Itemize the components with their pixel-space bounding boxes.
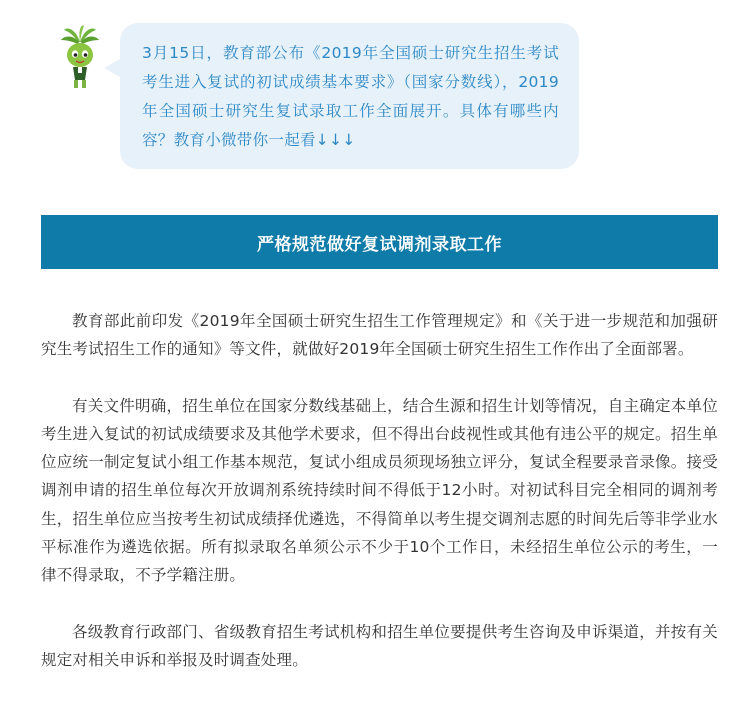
section-banner: [41, 215, 718, 269]
paragraph-1: 教育部此前印发《2019年全国硕士研究生招生工作管理规定》和《关于进一步规范和加强研究生考试招生工作的通知》等文件，就做好2019年全国硕士研究生招生工作作出了全面部署。: [41, 312, 718, 359]
article-body: [41, 307, 718, 702]
paragraph-3: 各级教育行政部门、省级教育招生考试机构和招生单位要提供考生咨询及申诉渠道，并按有关规定对相关申诉和举报及时调查处理。: [41, 622, 718, 669]
mascot-icon: [58, 24, 102, 90]
intro-text: 3月15日，教育部公布《2019年全国硕士研究生招生考试考生进入复试的初试成绩基本要求》（国家分数线），2019年全国硕士研究生复试录取工作全面展开。具体有哪些内容？教育小微带你一起看↓↓↓: [142, 44, 559, 149]
intro-bubble: [120, 23, 579, 169]
paragraph-2: 有关文件明确，招生单位在国家分数线基础上，结合生源和招生计划等情况，自主确定本单位考生进入复试的初试成绩要求及其他学术要求，但不得出台歧视性或其他有违公平的规定。招生单位应统一制定复试小组工作基本规范，复试小组成员须现场独立评分，复试全程要录音录像。接受调剂申请的招生单位每次开放调剂系统持续时间不得低于12小时。对初试科目完全相同的调剂考生，招生单位应当按考生初试成绩择优遴选，不得简单以考生提交调剂志愿的时间先后等非学业水平标准作为遴选依据。所有拟录取名单须公示不少于10个工作日，未经招生单位公示的考生，一律不得录取，不予学籍注册。: [41, 396, 718, 585]
section-title: 严格规范做好复试调剂录取工作: [257, 234, 502, 255]
